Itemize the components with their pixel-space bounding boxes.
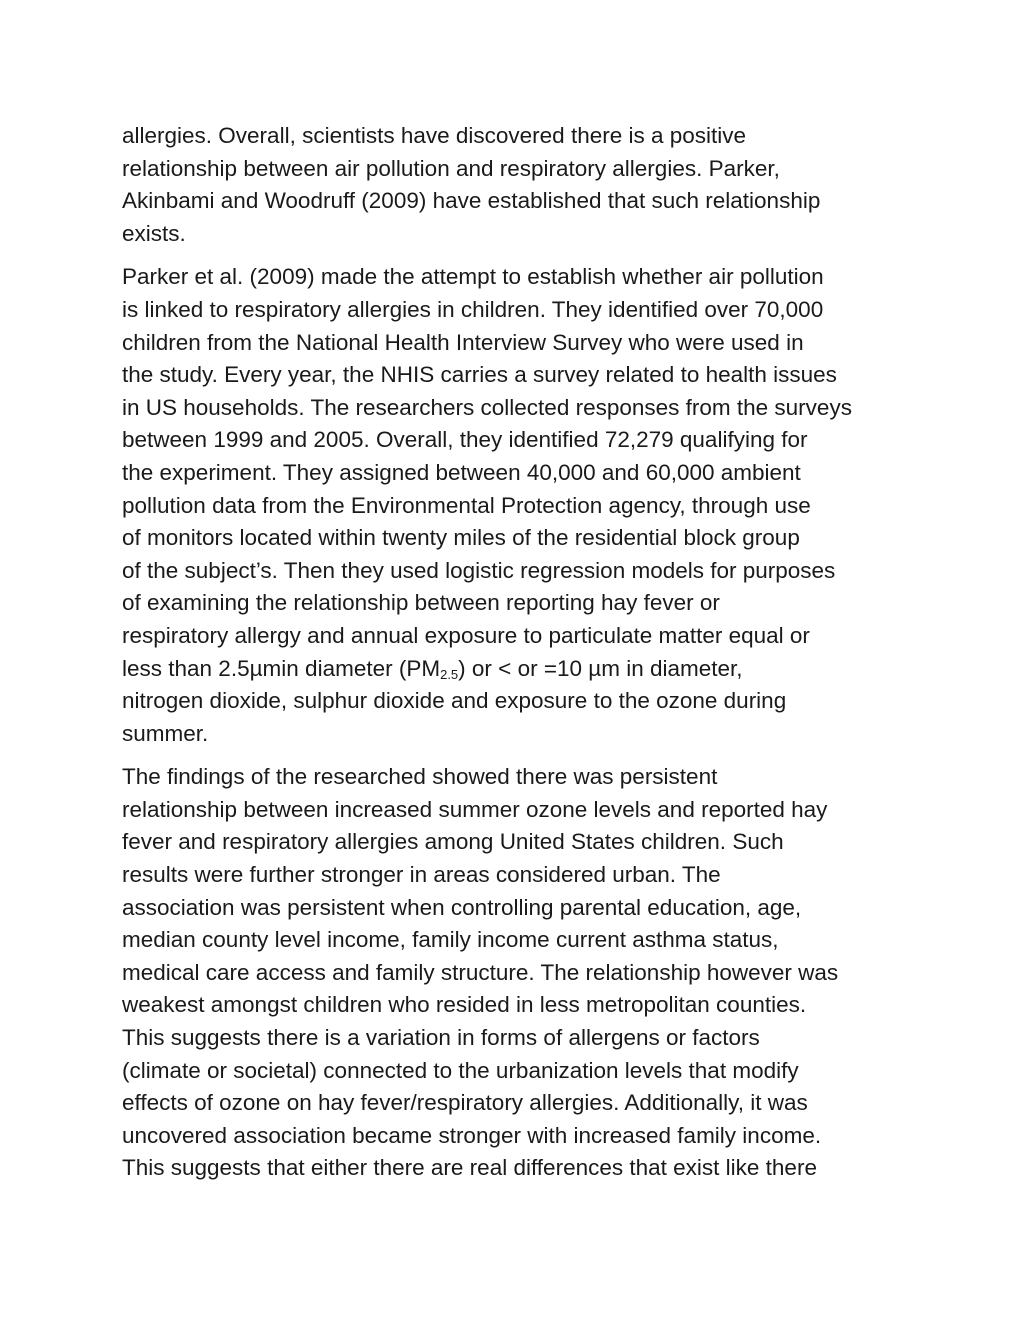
- text-line: allergies. Overall, scientists have discovered there is a positive: [122, 123, 747, 148]
- text-line: pollution data from the Environmental Protection agency, through use: [122, 492, 811, 518]
- text-line: Akinbami and Woodruff (2009) have established that such relationship: [122, 188, 821, 214]
- text-line: median county level income, family income current asthma status,: [122, 927, 779, 953]
- text-line: of the subject’s. Then they used logistic regression models for purposes: [122, 557, 836, 583]
- text-line: of examining the relationship between reporting hay fever or: [122, 590, 720, 616]
- pm-subscript: 2.5: [440, 666, 459, 682]
- pm-line-after: ) or < or =10 µm in diameter,: [458, 655, 743, 681]
- text-line: is linked to respiratory allergies in children. They identified over 70,000: [122, 296, 824, 322]
- text-line: the study. Every year, the NHIS carries a survey related to health issues: [122, 362, 837, 388]
- text-line: The findings of the researched showed there was persistent: [122, 764, 718, 790]
- text-line: Parker et al. (2009) made the attempt to establish whether air pollution: [122, 264, 824, 290]
- text-line: weakest amongst children who resided in less metropolitan counties.: [122, 992, 807, 1018]
- text-line: between 1999 and 2005. Overall, they identified 72,279 qualifying for: [122, 427, 808, 453]
- text-line: nitrogen dioxide, sulphur dioxide and exposure to the ozone during: [122, 688, 787, 714]
- body-text: [122, 120, 912, 1185]
- paragraph-3: [122, 761, 912, 1185]
- text-line: in US households. The researchers collected responses from the surveys: [122, 394, 852, 420]
- paragraph-2: [122, 261, 912, 750]
- text-line: fever and respiratory allergies among United States children. Such: [122, 829, 784, 855]
- text-line: summer.: [122, 720, 209, 746]
- text-line: exists.: [122, 220, 186, 246]
- text-line: effects of ozone on hay fever/respiratory allergies. Additionally, it was: [122, 1090, 808, 1116]
- text-line: medical care access and family structure. The relationship however was: [122, 959, 839, 985]
- paragraph-1: [122, 120, 912, 250]
- text-line: relationship between increased summer ozone levels and reported hay: [122, 796, 828, 822]
- text-line: This suggests that either there are real differences that exist like there: [122, 1155, 817, 1181]
- text-line: uncovered association became stronger with increased family income.: [122, 1122, 822, 1148]
- text-line: relationship between air pollution and respiratory allergies. Parker,: [122, 155, 780, 181]
- text-line: the experiment. They assigned between 40,000 and 60,000 ambient: [122, 459, 801, 485]
- text-line: results were further stronger in areas considered urban. The: [122, 862, 721, 888]
- text-line: respiratory allergy and annual exposure to particulate matter equal or: [122, 622, 810, 648]
- text-line: of monitors located within twenty miles of the residential block group: [122, 525, 800, 551]
- text-line: (climate or societal) connected to the urbanization levels that modify: [122, 1057, 799, 1083]
- text-line: children from the National Health Interview Survey who were used in: [122, 329, 804, 355]
- pm-text-line: [122, 653, 912, 686]
- text-line: association was persistent when controlling parental education, age,: [122, 894, 802, 920]
- text-line: This suggests there is a variation in forms of allergens or factors: [122, 1025, 760, 1051]
- pm-line-before: less than 2.5µmin diameter (PM: [122, 655, 441, 681]
